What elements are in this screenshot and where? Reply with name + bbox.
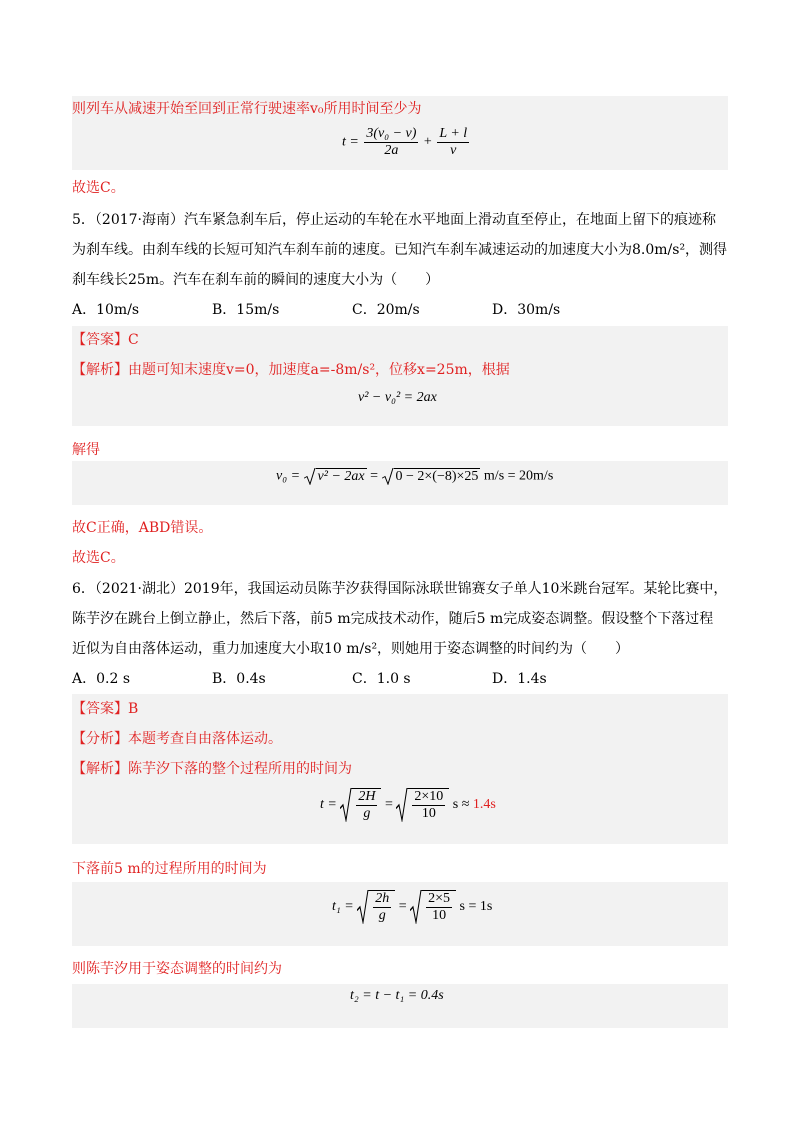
result-value: 1.4s xyxy=(472,797,496,813)
step-text: 则陈芋汐用于姿态调整的时间约为 xyxy=(72,961,282,977)
formula-first-time: t₁ = $\frac{2h}{g}$ = $\frac{2\times 5}{10}$ s = 1s xyxy=(332,891,493,923)
sqrt-icon xyxy=(357,890,369,924)
step-text: 下落前5 m的过程所用的时间为 xyxy=(72,861,267,877)
sqrt-icon xyxy=(410,890,422,924)
intro-text: 则列车从减速开始至回到正常行驶速率v₀所用时间至少为 xyxy=(72,101,422,117)
option-d: D．30m/s xyxy=(492,302,561,318)
option-a: A．0.2 s xyxy=(72,671,131,687)
conclusion-text: 故选C。 xyxy=(72,180,125,196)
option-b: B．15m/s xyxy=(212,302,280,318)
option-a: A．10m/s xyxy=(72,302,140,318)
q6-stem-line: 6．（2021·湖北）2019年，我国运动员陈芋汐获得国际泳联世锦赛女子单人10米跳台冠军。某轮比赛中， xyxy=(72,581,728,597)
conclusion-text: 故选C。 xyxy=(72,550,125,566)
q6-analysis: 【解析】陈芋汐下落的整个过程所用的时间为 xyxy=(72,761,352,777)
sqrt-icon xyxy=(340,788,352,822)
q5-answer: 【答案】C xyxy=(72,332,139,348)
q5-analysis: 【解析】由题可知末速度v=0，加速度a=-8m/s²，位移x=25m，根据 xyxy=(72,362,510,378)
option-b: B．0.4s xyxy=(212,671,266,687)
q5-stem-line: 5．（2017·海南）汽车紧急刹车后，停止运动的车轮在水平地面上滑动直至停止，在地面上留下的痕迹称 xyxy=(72,212,716,228)
q5-stem-line: 刹车线长25m。汽车在刹车前的瞬间的速度大小为（ ） xyxy=(72,272,440,288)
q6-stem-line: 陈芋汐在跳台上倒立静止，然后下落，前5 m完成技术动作，随后5 m完成姿态调整。假设整个下落过程 xyxy=(72,611,714,627)
formula-adjust-time: t₂ = t − t₁ = 0.4s xyxy=(350,988,444,1003)
q5-options xyxy=(72,301,560,319)
sqrt-icon xyxy=(382,468,394,485)
option-d: D．1.4s xyxy=(492,671,547,687)
q6-answer: 【答案】B xyxy=(72,701,139,717)
sqrt-icon xyxy=(304,468,316,485)
q6-options xyxy=(72,670,547,688)
formula-total-time: t = $\frac{2H}{g}$ = $\frac{2\times 10}{10}$ s ≈ 1.4s xyxy=(320,789,496,821)
note-text: 故C正确，ABD错误。 xyxy=(72,520,213,536)
option-c: C．1.0 s xyxy=(352,671,411,687)
option-c: C．20m/s xyxy=(352,302,420,318)
q5-stem-line: 为刹车线。由刹车线的长短可知汽车刹车前的速度。已知汽车刹车减速运动的加速度大小为8.0m/s²，测得 xyxy=(72,242,728,258)
formula-velocity: v₀ = v² − 2ax = 0 − 2×(−8)×25 m/s = 20m/s xyxy=(276,468,554,484)
q6-fenxi: 【分析】本题考查自由落体运动。 xyxy=(72,731,282,747)
formula-time: t = $\frac{\text{3(v₀ − v)}}{2a}$ + $\frac{L + l}{v}$ xyxy=(342,126,468,158)
sqrt-icon xyxy=(396,788,408,822)
q6-stem-line: 近似为自由落体运动，重力加速度大小取10 m/s²，则她用于姿态调整的时间约为（ ） xyxy=(72,641,630,657)
solve-label: 解得 xyxy=(72,442,100,458)
formula-kinematics: v² − v₀² = 2ax xyxy=(358,390,437,405)
